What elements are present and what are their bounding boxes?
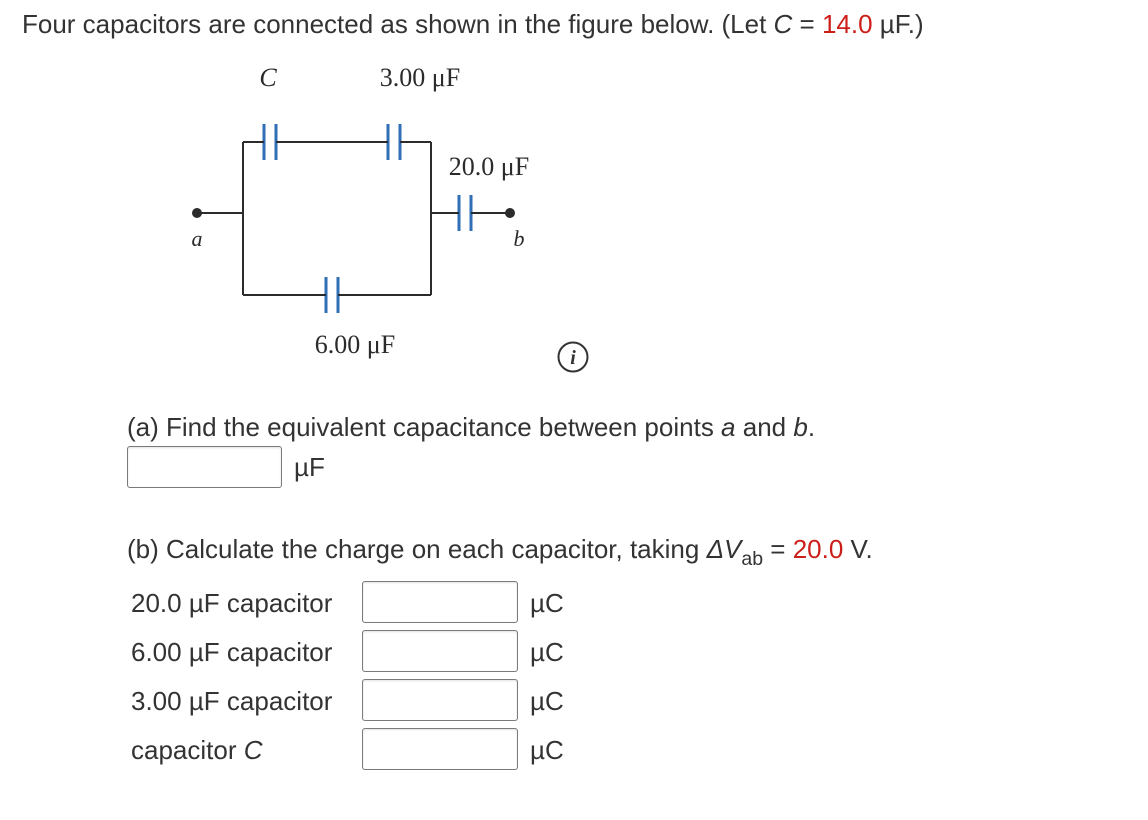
part-a-question [127, 410, 815, 444]
charge-unit-capacitor-c: µC [530, 735, 564, 765]
terminal-b-dot [505, 208, 515, 218]
intro-equals: = [792, 9, 822, 39]
terminal-a-dot [192, 208, 202, 218]
part-b-subscript: ab [741, 547, 764, 570]
charge-label-6uf: 6.00 µF capacitor [131, 637, 333, 667]
charge-label-capacitor-c [131, 733, 263, 767]
part-b-question [127, 532, 873, 570]
label-capacitor-6: 6.00 μF [314, 330, 396, 359]
capacitor-leads [256, 142, 475, 295]
label-terminal-a: a [191, 226, 203, 251]
label-capacitor-c: C [259, 63, 277, 92]
part-b-voltage-unit: V. [843, 534, 873, 564]
charge-input-capacitor-c[interactable] [362, 728, 518, 770]
charge-input-3uf[interactable] [362, 679, 518, 721]
circuit-diagram [0, 0, 620, 380]
charge-label-capacitor-c-var: C [243, 735, 263, 765]
charge-unit-20uf: µC [530, 588, 564, 618]
charge-unit-3uf: µC [530, 686, 564, 716]
intro-unit: µF.) [872, 9, 924, 39]
part-a-suffix: . [807, 412, 816, 442]
charge-label-20uf: 20.0 µF capacitor [131, 588, 333, 618]
intro-value: 14.0 [821, 9, 873, 39]
part-b-voltage-value: 20.0 [792, 534, 844, 564]
label-capacitor-20: 20.0 μF [448, 152, 530, 181]
label-terminal-b: b [513, 226, 525, 251]
charge-input-6uf[interactable] [362, 630, 518, 672]
label-capacitor-3: 3.00 μF [379, 63, 461, 92]
info-glyph: i [570, 347, 576, 369]
part-b-delta-v: ΔV [706, 534, 742, 564]
info-icon[interactable] [556, 340, 590, 374]
intro-text: Four capacitors are connected as shown in the figure below. (Let [22, 9, 774, 39]
capacitor-plates [264, 124, 471, 313]
charge-input-20uf[interactable] [362, 581, 518, 623]
charge-unit-6uf: µC [530, 637, 564, 667]
charge-label-3uf: 3.00 µF capacitor [131, 686, 333, 716]
intro-variable: C [773, 9, 793, 39]
part-a-prefix: (a) Find the equivalent capacitance between points [127, 412, 722, 442]
part-a-unit: µF [294, 452, 325, 482]
part-a-point-b: b [793, 412, 808, 442]
part-b-prefix: (b) Calculate the charge on each capacitor, taking [127, 534, 707, 564]
part-a-middle: and [735, 412, 794, 442]
part-b-equals: = [763, 534, 793, 564]
part-a-point-a: a [721, 412, 736, 442]
equivalent-capacitance-input[interactable] [127, 446, 282, 488]
charge-label-capacitor-c-text: capacitor [131, 735, 244, 765]
